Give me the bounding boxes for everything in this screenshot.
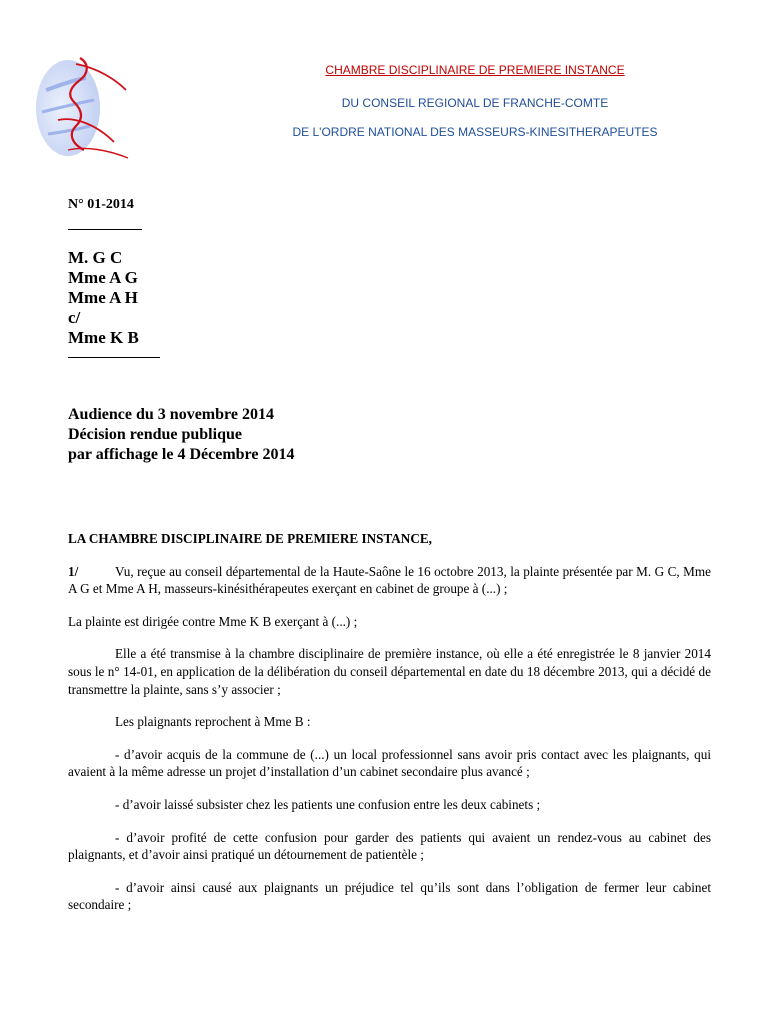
hearing-block bbox=[68, 405, 294, 465]
party-item: Mme K B bbox=[68, 328, 139, 347]
order-logo bbox=[28, 50, 132, 162]
case-number: N° 01-2014 bbox=[68, 197, 134, 212]
paragraph-text: Vu, reçue au conseil départemental de la Haute-Saône le 16 octobre 2013, la plainte présentée par M. G C, Mme A G et Mme A H, masseurs-kinésithérapeutes exerçant en cabinet de groupe à (...) ; bbox=[68, 563, 711, 597]
regional-council-title: DU CONSEIL REGIONAL DE FRANCHE-COMTE bbox=[341, 96, 609, 110]
paragraph: - d’avoir acquis de la commune de (...) un local professionnel sans avoir pris contact avec les plaignants, qui avaient à la même adresse un projet d’installation d’un cabinet secondaire plus avancé ; bbox=[68, 746, 711, 780]
order-title: DE L'ORDRE NATIONAL DES MASSEURS-KINESITHERAPEUTES bbox=[292, 125, 658, 139]
hearing-date: Audience du 3 novembre 2014 bbox=[68, 406, 274, 423]
party-item: Mme A G bbox=[68, 268, 138, 287]
paragraph bbox=[68, 563, 711, 598]
decision-body bbox=[68, 530, 711, 929]
paragraph: - d’avoir ainsi causé aux plaignants un préjudice tel qu’ils sont dans l’obligation de fermer leur cabinet secondaire ; bbox=[68, 879, 711, 913]
body-heading: LA CHAMBRE DISCIPLINAIRE DE PREMIERE INSTANCE, bbox=[68, 531, 432, 546]
paragraph: Les plaignants reprochent à Mme B : bbox=[115, 714, 311, 730]
party-item: c/ bbox=[68, 308, 81, 327]
paragraph: La plainte est dirigée contre Mme K B exerçant à (...) ; bbox=[68, 613, 358, 629]
paragraph-number: 1/ bbox=[68, 563, 79, 579]
party-item: Mme A H bbox=[68, 288, 138, 307]
paragraph: - d’avoir profité de cette confusion pour garder des patients qui avaient un rendez-vous au cabinet des plaignants, et d’avoir ainsi pratiqué un détournement de patientèle ; bbox=[68, 829, 711, 863]
decision-public: Décision rendue publique bbox=[68, 426, 242, 443]
paragraph: - d’avoir laissé subsister chez les patients une confusion entre les deux cabinets ; bbox=[115, 796, 541, 812]
paragraph: Elle a été transmise à la chambre disciplinaire de première instance, où elle a été enregistrée le 8 janvier 2014 sous le n° 14-01, en application de la délibération du conseil départemental en date du 18 décembre 2013, qui a décidé de transmettre la plainte, sans s’y associer ; bbox=[68, 646, 711, 697]
party-item: M. G C bbox=[68, 248, 123, 267]
divider bbox=[68, 229, 142, 230]
chamber-title: CHAMBRE DISCIPLINAIRE DE PREMIERE INSTANCE bbox=[325, 63, 625, 77]
posting-date: par affichage le 4 Décembre 2014 bbox=[68, 446, 295, 463]
divider bbox=[68, 357, 160, 358]
parties-list bbox=[68, 248, 139, 348]
